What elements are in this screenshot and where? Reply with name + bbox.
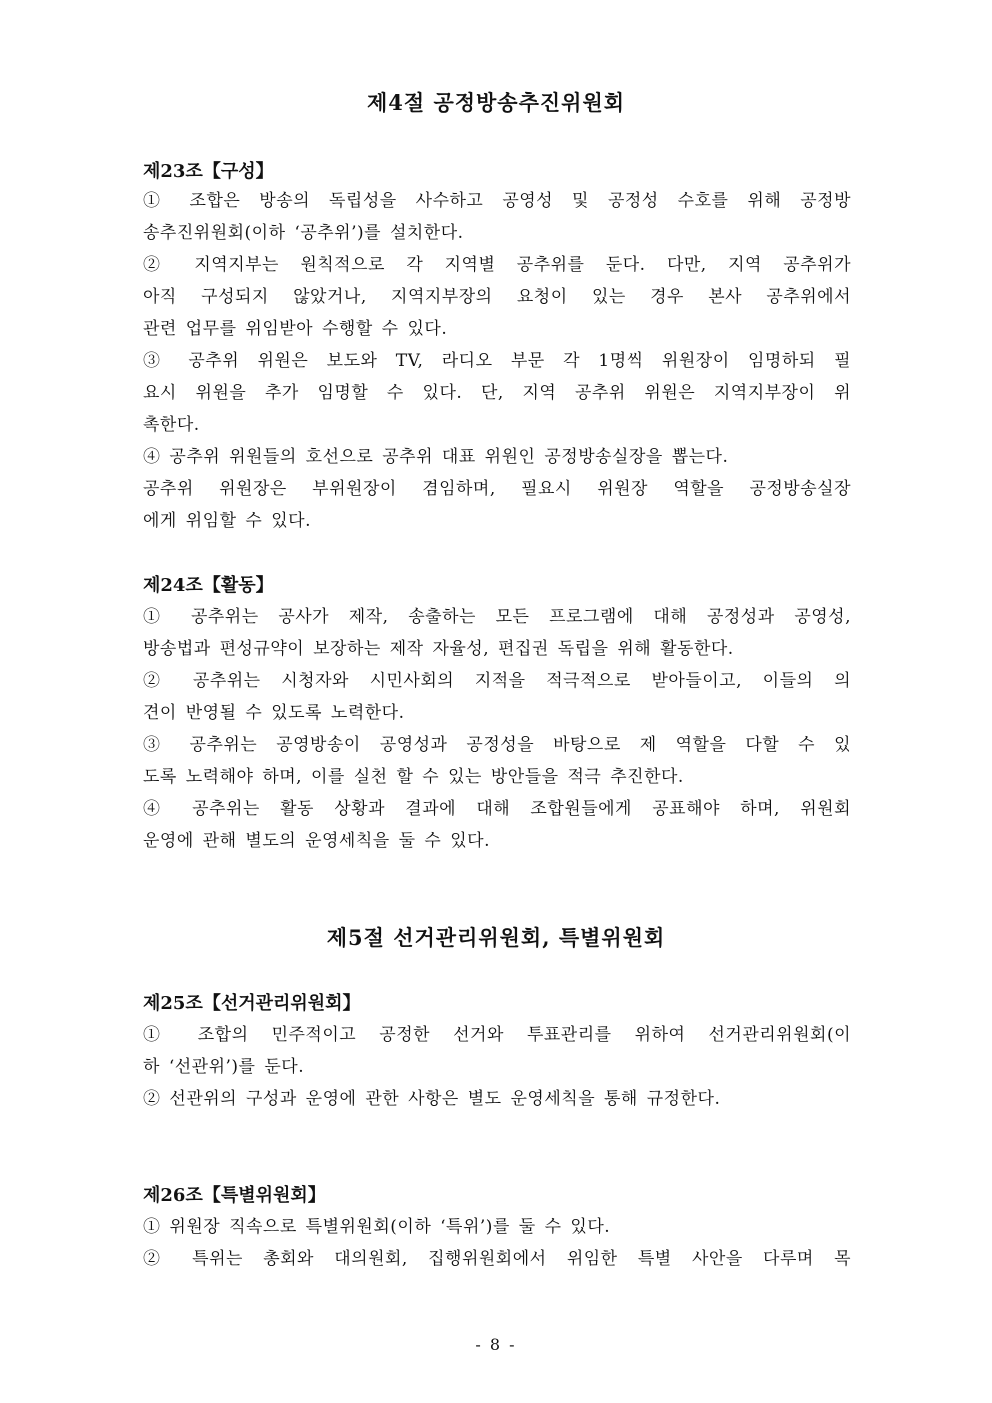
section-title: 제4절 공정방송추진위원회 [366,90,626,115]
paragraph [143,186,851,250]
paragraph [143,1084,851,1116]
text-line: ② 지역지부는 원칙적으로 각 지역별 공추위를 둔다. 다만, 지역 공추위가 [143,255,851,275]
text-line: ① 공추위는 공사가 제작, 송출하는 모든 프로그램에 대해 공정성과 공영성, [143,607,851,627]
paragraph [143,1020,851,1084]
text-line: ② 선관위의 구성과 운영에 관한 사항은 별도 운영세칙을 통해 규정한다. [143,1089,721,1109]
paragraph [143,346,851,441]
text-line: ④ 공추위는 활동 상황과 결과에 대해 조합원들에게 공표해야 하며, 위원회 [143,799,851,819]
text-line: ③ 공추위는 공영방송이 공영성과 공정성을 바탕으로 제 역할을 다할 수 있 [143,735,851,755]
text-line: ① 조합의 민주적이고 공정한 선거와 투표관리를 위하여 선거관리위원회(이 [143,1025,851,1045]
text-line: ① 조합은 방송의 독립성을 사수하고 공영성 및 공정성 수호를 위해 공정방 [143,191,851,211]
text-line: ④ 공추위 위원들의 호선으로 공추위 대표 위원인 공정방송실장을 뽑는다. [143,447,729,467]
text-line: 촉한다. [143,414,200,435]
section-title: 제5절 선거관리위원회, 특별위원회 [326,925,666,950]
paragraph [143,666,851,730]
paragraph [143,1212,851,1244]
text-line: 방송법과 편성규약이 보장하는 제작 자율성, 편집권 독립을 위해 활동한다. [143,638,734,659]
article-heading: 제23조【구성】 [143,161,274,182]
article-heading: 제24조【활동】 [143,575,274,596]
article-heading: 제25조【선거관리위원회】 [143,993,361,1014]
paragraph [143,1244,851,1276]
paragraph [143,602,851,666]
paragraph [143,250,851,345]
text-line: 요시 위원을 추가 임명할 수 있다. 단, 지역 공추위 위원은 지역지부장이 위 [143,382,851,403]
paragraph [143,794,851,858]
text-line: 견이 반영될 수 있도록 노력한다. [143,702,405,723]
text-line: ① 위원장 직속으로 특별위원회(이하 ‘특위’)를 둘 수 있다. [143,1217,611,1237]
text-line: 관련 업무를 위임받아 수행할 수 있다. [143,318,448,339]
text-line: 송추진위원회(이하 ‘공추위’)를 설치한다. [143,222,464,243]
text-line: 하 ‘선관위’)를 둔다. [143,1056,305,1077]
text-line: 에게 위임할 수 있다. [143,510,311,531]
text-line: ② 특위는 총회와 대의원회, 집행위원회에서 위임한 특별 사안을 다루며 목 [143,1249,851,1269]
paragraph [143,442,851,537]
text-line: 아직 구성되지 않았거나, 지역지부장의 요청이 있는 경우 본사 공추위에서 [143,286,851,307]
paragraph [143,730,851,794]
text-line: 공추위 위원장은 부위원장이 겸임하며, 필요시 위원장 역할을 공정방송실장 [143,478,851,499]
text-line: 운영에 관해 별도의 운영세칙을 둘 수 있다. [143,830,491,851]
text-line: ③ 공추위 위원은 보도와 TV, 라디오 부문 각 1명씩 위원장이 임명하되 필 [143,351,851,371]
article-heading: 제26조【특별위원회】 [143,1185,326,1206]
text-line: ② 공추위는 시청자와 시민사회의 지적을 적극적으로 받아들이고, 이들의 의 [143,671,851,691]
page-number: - 8 - [475,1335,517,1354]
text-line: 도록 노력해야 하며, 이를 실천 할 수 있는 방안들을 적극 추진한다. [143,766,684,787]
